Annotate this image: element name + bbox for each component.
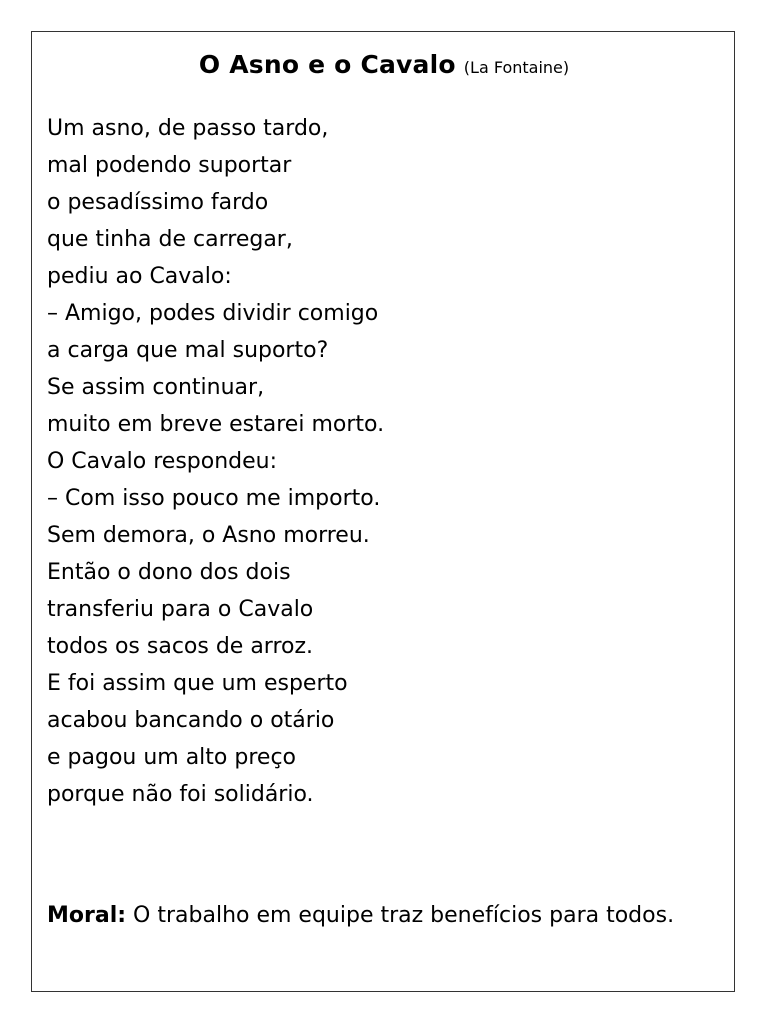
poem-line: todos os sacos de arroz. bbox=[47, 634, 314, 659]
poem-line: Um asno, de passo tardo, bbox=[47, 116, 329, 141]
poem-line: a carga que mal suporto? bbox=[47, 338, 329, 363]
document-author: (La Fontaine) bbox=[463, 58, 570, 77]
moral-label: Moral: bbox=[47, 903, 127, 928]
poem-line: O Cavalo respondeu: bbox=[47, 449, 278, 474]
poem-line: acabou bancando o otário bbox=[47, 708, 335, 733]
poem-line: E foi assim que um esperto bbox=[47, 671, 348, 696]
poem-line: Sem demora, o Asno morreu. bbox=[47, 523, 370, 548]
moral bbox=[47, 897, 727, 934]
poem-line: e pagou um alto preço bbox=[47, 745, 296, 770]
poem-line: que tinha de carregar, bbox=[47, 227, 293, 252]
poem-line: muito em breve estarei morto. bbox=[47, 412, 385, 437]
document-title: O Asno e o Cavalo bbox=[198, 50, 456, 79]
moral-text: O trabalho em equipe traz benefícios para todos. bbox=[133, 903, 675, 928]
poem-line: pediu ao Cavalo: bbox=[47, 264, 232, 289]
poem-line: – Amigo, podes dividir comigo bbox=[47, 301, 379, 326]
poem-line: Se assim continuar, bbox=[47, 375, 265, 400]
poem-line: transferiu para o Cavalo bbox=[47, 597, 314, 622]
poem-line: porque não foi solidário. bbox=[47, 782, 314, 807]
title-row bbox=[0, 50, 768, 79]
poem-line: – Com isso pouco me importo. bbox=[47, 486, 381, 511]
poem-line: Então o dono dos dois bbox=[47, 560, 291, 585]
poem-line: mal podendo suportar bbox=[47, 153, 292, 178]
poem-line: o pesadíssimo fardo bbox=[47, 190, 269, 215]
poem bbox=[47, 110, 727, 813]
